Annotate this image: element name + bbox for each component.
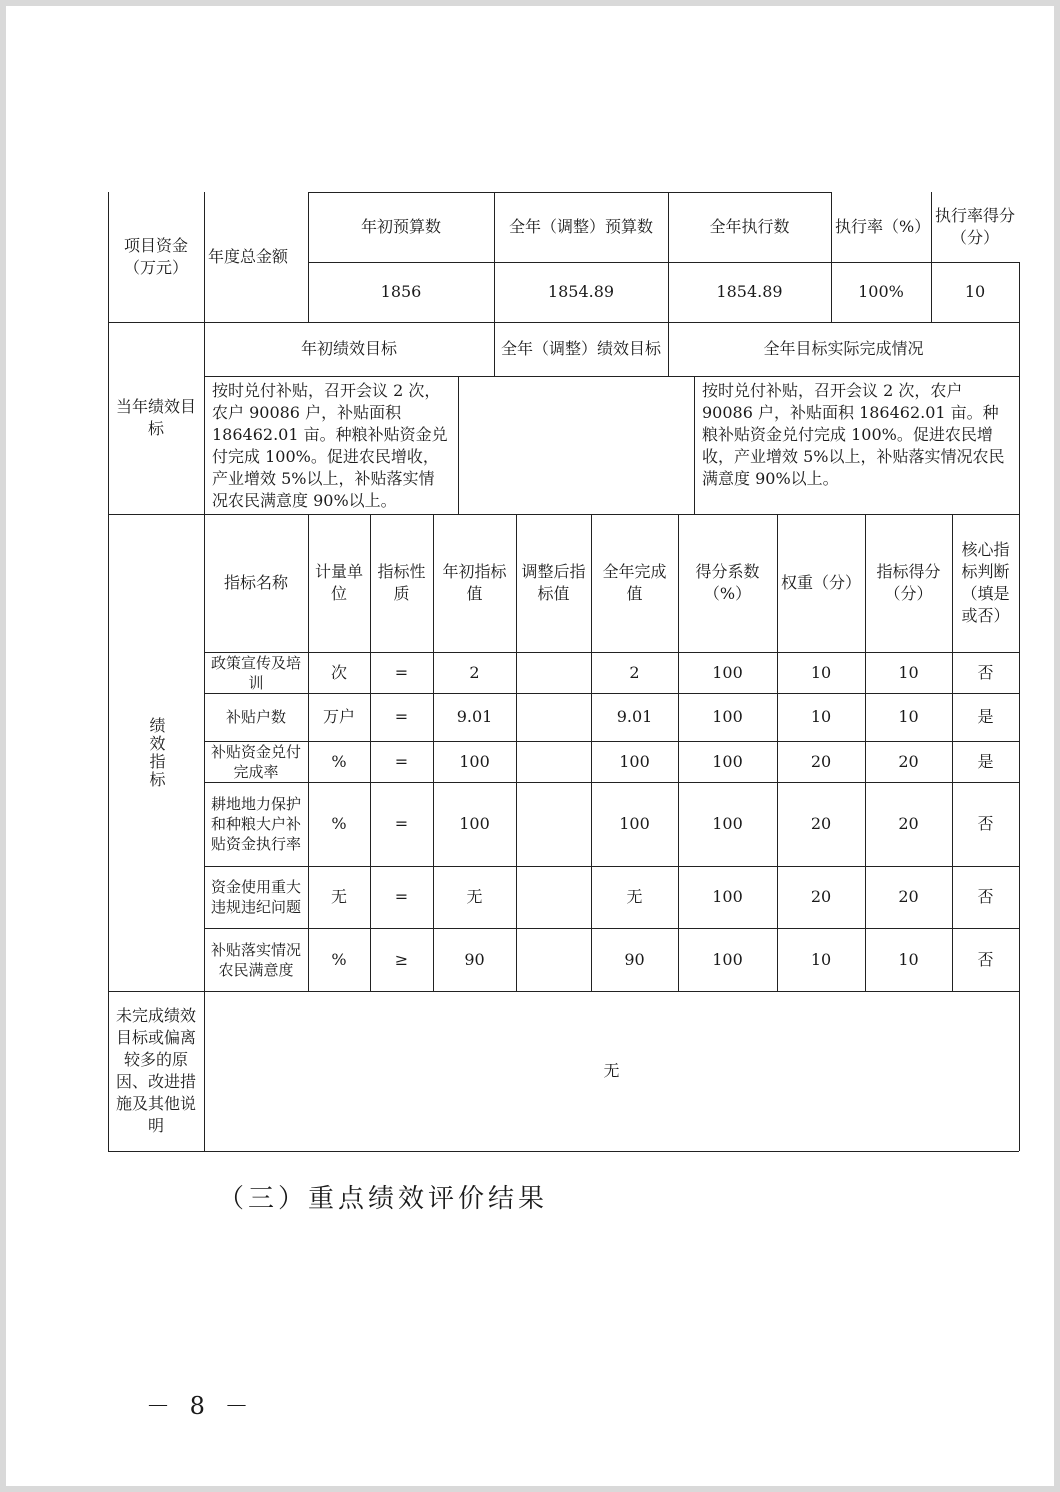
indicator-value-cell: % <box>331 814 347 833</box>
funds-header-rate: 执行率（%） <box>835 217 931 236</box>
grid-vline <box>308 192 309 322</box>
indicator-name-cell: 补贴资金兑付完成率 <box>210 742 301 781</box>
indicator-value-cell: 否 <box>977 662 994 682</box>
grid-hline <box>204 376 1019 377</box>
grid-vline <box>308 514 309 991</box>
indicator-header-cell: 指标得分（分） <box>876 562 941 603</box>
indicator-value-cell: 100 <box>712 751 743 771</box>
indicator-header-cell: 年初指标值 <box>442 562 507 603</box>
grid-vline <box>370 514 371 991</box>
grid-vline <box>433 514 434 991</box>
grid-vline <box>204 192 205 1151</box>
funds-value-adjusted: 1854.89 <box>547 282 615 301</box>
indicator-value-cell: 20 <box>810 751 832 771</box>
grid-hline <box>108 322 1019 323</box>
funds-header-initial: 年初预算数 <box>360 217 441 236</box>
indicator-value-cell: = <box>394 751 409 771</box>
funds-value-executed: 1854.89 <box>716 282 783 301</box>
grid-vline <box>952 514 953 991</box>
goals-actual-text: 按时兑付补贴，召开会议 2 次，农户 90086 户，补贴面积 186462.01 亩。种粮补贴资金兑付完成 100%。促进农民增收，产业增效 5%以上，补贴落实情况农民满意度 90%以上。 <box>702 381 1005 488</box>
indicator-value-cell: 否 <box>977 814 994 833</box>
indicator-value-cell: 否 <box>977 949 994 969</box>
indicator-value-cell: ≥ <box>394 949 409 969</box>
page-number: － 8 － <box>146 1392 255 1420</box>
grid-vline <box>668 322 669 376</box>
funds-value-rate: 100% <box>858 282 904 301</box>
goals-header-initial: 年初绩效目标 <box>300 339 397 358</box>
indicator-value-cell: 是 <box>977 751 994 771</box>
indicator-value-cell: 10 <box>810 662 832 682</box>
indicators-row-label-text: 绩效指标 <box>147 716 166 789</box>
indicator-value-cell: % <box>331 751 347 771</box>
grid-hline <box>308 262 1019 263</box>
indicator-name-cell: 补贴落实情况农民满意度 <box>210 940 301 979</box>
indicator-value-cell: 90 <box>464 949 485 969</box>
indicator-value-cell <box>516 866 591 928</box>
funds-value-initial: 1856 <box>380 282 422 301</box>
indicator-header-cell: 全年完成值 <box>602 562 667 603</box>
indicator-value-cell: 100 <box>459 751 490 771</box>
indicator-header-cell: 指标性质 <box>377 562 426 603</box>
grid-hline <box>308 192 831 193</box>
indicator-value-cell: 100 <box>712 949 743 969</box>
grid-hline <box>204 741 1019 742</box>
funds-header-executed: 全年执行数 <box>709 217 790 236</box>
indicator-value-cell: % <box>331 949 347 969</box>
indicator-value-cell: = <box>394 814 409 833</box>
indicator-value-cell: 20 <box>898 814 919 833</box>
indicator-value-cell: = <box>394 707 409 726</box>
indicator-value-cell: 2 <box>469 662 480 682</box>
grid-hline <box>108 991 1019 992</box>
remarks-row-label: 未完成绩效目标或偏离较多的原因、改进措施及其他说明 <box>115 1006 196 1135</box>
indicator-value-cell: 10 <box>898 949 919 969</box>
indicator-value-cell <box>516 928 591 991</box>
grid-hline <box>204 693 1019 694</box>
indicator-value-cell: 10 <box>810 949 832 969</box>
grid-hline <box>204 782 1019 783</box>
funds-total-label: 年度总金额 <box>208 247 289 266</box>
indicator-value-cell: 90 <box>624 949 645 969</box>
indicator-value-cell: 100 <box>712 814 743 833</box>
indicator-value-cell: 2 <box>629 662 640 682</box>
grid-hline <box>204 928 1019 929</box>
indicator-header-cell: 得分系数（%） <box>695 562 760 603</box>
grid-vline <box>108 192 109 1151</box>
grid-vline <box>516 514 517 991</box>
indicator-value-cell: 否 <box>977 887 994 906</box>
funds-row-label: 项目资金（万元） <box>123 236 188 277</box>
indicator-name-cell: 补贴户数 <box>225 708 286 726</box>
grid-vline <box>931 192 932 322</box>
indicator-value-cell: = <box>394 887 409 906</box>
indicator-value-cell <box>516 741 591 782</box>
indicator-header-cell: 调整后指标值 <box>521 562 586 603</box>
grid-hline <box>108 1151 1019 1152</box>
grid-vline <box>458 376 459 514</box>
grid-vline <box>865 514 866 991</box>
indicator-value-cell: 万户 <box>322 707 355 726</box>
remarks-value: 无 <box>603 1061 620 1080</box>
goals-adjusted-text <box>458 376 694 514</box>
indicator-value-cell: 次 <box>330 662 347 682</box>
indicator-value-cell: 100 <box>619 814 650 833</box>
grid-vline <box>591 514 592 991</box>
indicator-value-cell: 无 <box>626 887 643 906</box>
indicator-name-cell: 耕地地力保护和种粮大户补贴资金执行率 <box>210 795 301 853</box>
grid-vline <box>831 192 832 322</box>
indicator-header-cell: 指标名称 <box>223 573 288 592</box>
indicator-header-cell: 权重（分） <box>781 573 862 592</box>
indicator-value-cell: 20 <box>898 887 919 906</box>
funds-value-rate-score: 10 <box>964 282 986 301</box>
grid-vline <box>494 192 495 322</box>
grid-hline <box>204 652 1019 653</box>
grid-vline <box>494 322 495 376</box>
indicator-value-cell: 20 <box>810 887 832 906</box>
goals-header-adjusted: 全年（调整）绩效目标 <box>500 339 661 358</box>
indicator-value-cell: 10 <box>810 707 832 726</box>
indicator-value-cell: 9.01 <box>456 707 493 726</box>
funds-header-adjusted: 全年（调整）预算数 <box>508 217 653 236</box>
indicator-value-cell <box>516 782 591 866</box>
indicator-value-cell: 10 <box>898 707 919 726</box>
indicators-row-label <box>108 514 204 991</box>
indicator-value-cell: 100 <box>712 662 743 682</box>
indicator-value-cell: 100 <box>712 887 743 906</box>
indicator-value-cell: 100 <box>459 814 490 833</box>
grid-vline <box>678 514 679 991</box>
goals-initial-text: 按时兑付补贴，召开会议 2 次，农户 90086 户，补贴面积 186462.01 亩。种粮补贴资金兑付完成 100%。促进农民增收，产业增效 5%以上，补贴落实情况农民满意度 90%以上。 <box>212 381 448 510</box>
indicator-value-cell: 100 <box>619 751 650 771</box>
indicator-value-cell <box>516 693 591 741</box>
funds-header-rate-score: 执行率得分（分） <box>935 206 1016 247</box>
grid-vline <box>668 192 669 322</box>
grid-hline <box>204 866 1019 867</box>
indicator-value-cell <box>516 652 591 693</box>
indicator-value-cell: 无 <box>466 887 483 906</box>
indicator-value-cell: 9.01 <box>616 707 653 726</box>
grid-hline <box>108 514 1019 515</box>
indicator-value-cell: 无 <box>330 887 347 906</box>
indicator-value-cell: 100 <box>712 707 743 726</box>
indicator-value-cell: 20 <box>898 751 919 771</box>
section-heading: （三）重点绩效评价结果 <box>218 1184 549 1214</box>
grid-vline <box>1019 262 1020 1151</box>
document-page <box>6 6 1054 1486</box>
goals-header-actual: 全年目标实际完成情况 <box>763 339 924 358</box>
indicator-value-cell: 10 <box>898 662 919 682</box>
indicator-header-cell: 核心指标判断（填是或否） <box>961 540 1010 625</box>
indicator-value-cell: = <box>394 662 409 682</box>
grid-vline <box>777 514 778 991</box>
indicator-name-cell: 资金使用重大违规违纪问题 <box>210 878 301 916</box>
indicator-header-cell: 计量单位 <box>314 562 363 603</box>
indicator-value-cell: 是 <box>977 707 994 726</box>
indicator-name-cell: 政策宣传及培训 <box>210 653 301 692</box>
goals-row-label: 当年绩效目标 <box>115 397 196 438</box>
grid-vline <box>694 376 695 514</box>
indicator-value-cell: 20 <box>810 814 832 833</box>
